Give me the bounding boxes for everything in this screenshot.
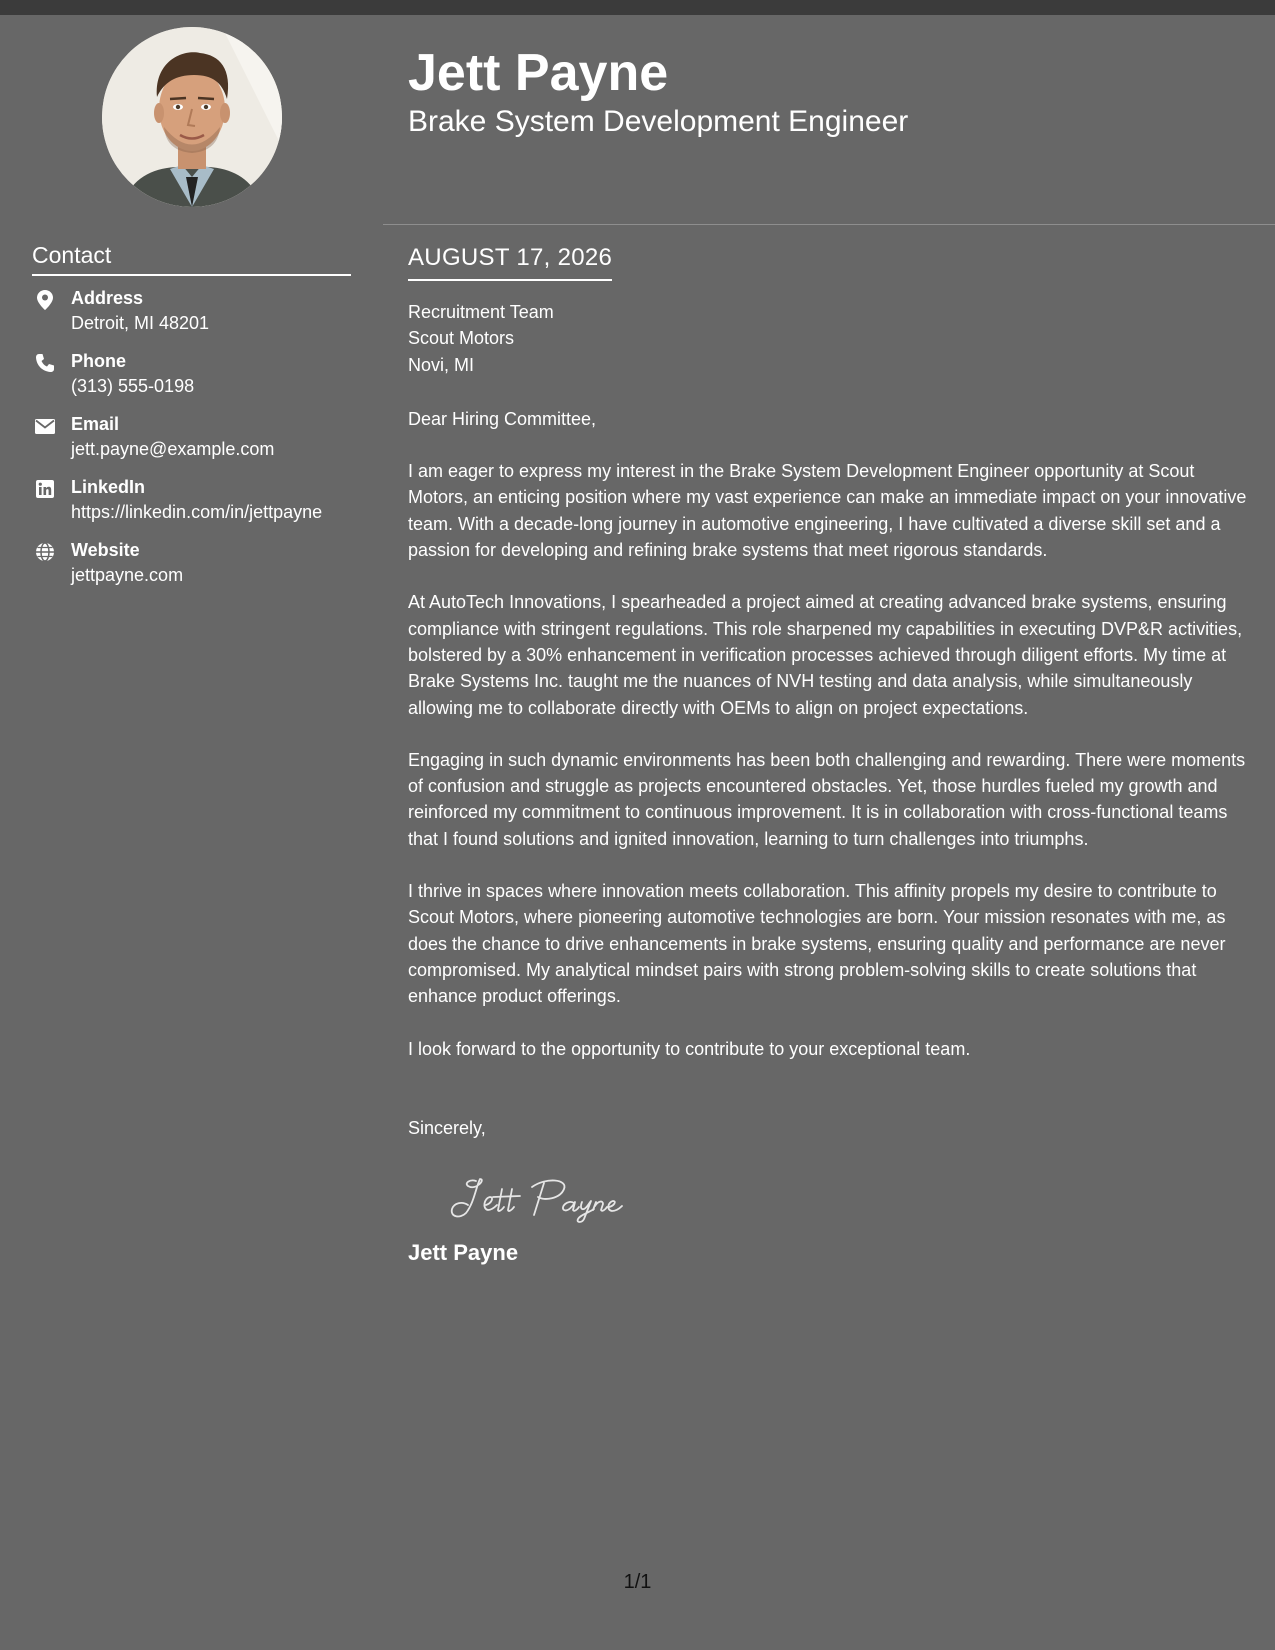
- letter-date: AUGUST 17, 2026: [408, 243, 612, 281]
- applicant-name: Jett Payne: [408, 44, 669, 102]
- handwritten-signature: [446, 1169, 1250, 1227]
- map-pin-icon: [32, 289, 58, 311]
- letter-paragraph: At AutoTech Innovations, I spearheaded a project aimed at creating advanced brake systems, ensuring compliance with stringent regulations. This role sharpened my capabilities in executing DVP&R activities, bolstered by a 30% enhancement in verification processes achieved through diligent efforts. My time at Brake Systems Inc. taught me the nuances of NVH testing and data analysis, while simultaneously allowing me to collaborate directly with OEMs to align on project expectations.: [408, 592, 1243, 718]
- website-link[interactable]: jettpayne.com: [71, 565, 184, 585]
- contact-item-address: [32, 287, 377, 350]
- sidebar: [0, 15, 383, 1650]
- contact-item-email: [32, 413, 377, 476]
- contact-heading: Contact: [32, 241, 351, 276]
- email-link[interactable]: jett.payne@example.com: [71, 439, 275, 459]
- contact-label: LinkedIn: [71, 477, 146, 497]
- top-bar: [0, 0, 1275, 15]
- signer-name: Jett Payne: [408, 1240, 519, 1266]
- avatar: [102, 27, 282, 207]
- globe-icon: [32, 541, 58, 563]
- linkedin-link[interactable]: https://linkedin.com/in/jettpayne: [71, 502, 323, 522]
- address-value: Detroit, MI 48201: [71, 313, 210, 333]
- recipient-block: [408, 299, 1250, 378]
- salutation: Dear Hiring Committee,: [408, 408, 597, 429]
- phone-value: (313) 555-0198: [71, 376, 195, 396]
- contact-label: Email: [71, 414, 120, 434]
- letter-paragraph: I thrive in spaces where innovation meets collaboration. This affinity propels my desire to contribute to Scout Motors, where pioneering automotive technologies are born. Your mission resonates with me, as does the chance to drive enhancements in brake systems, ensuring quality and performance are never compromised. My analytical mindset pairs with strong problem-solving skills to create solutions that enhance product offerings.: [408, 881, 1226, 1007]
- letter-body: [408, 243, 1250, 1267]
- letter-paragraph: I am eager to express my interest in the Brake System Development Engineer opportunity at Scout Motors, an enticing position where my vast experience can make an immediate impact on your innovative team. With a decade-long journey in automotive engineering, I have cultivated a diverse skill set and a passion for developing and refining brake systems that meet rigorous standards.: [408, 461, 1247, 561]
- letter-paragraph: I look forward to the opportunity to contribute to your exceptional team.: [408, 1038, 971, 1059]
- recipient-line: Recruitment Team: [408, 302, 554, 322]
- contact-item-phone: [32, 350, 377, 413]
- contact-label: Website: [71, 540, 140, 560]
- recipient-line: Novi, MI: [408, 354, 475, 375]
- contact-list: [32, 287, 377, 602]
- contact-item-website: [32, 539, 377, 602]
- contact-label: Phone: [71, 351, 127, 371]
- linkedin-icon: [32, 478, 58, 500]
- job-title: Brake System Development Engineer: [408, 105, 909, 138]
- recipient-line: Scout Motors: [408, 328, 515, 349]
- header-divider: [383, 224, 1275, 225]
- phone-icon: [32, 352, 58, 374]
- contact-label: Address: [71, 288, 144, 308]
- page-number: 1/1: [623, 1571, 652, 1593]
- letter-paragraph: Engaging in such dynamic environments has been both challenging and rewarding. There were moments of confusion and struggle as projects encountered obstacles. Yet, those hurdles fueled my growth and reinforced my commitment to continuous improvement. It is in collaboration with cross-functional teams that I found solutions and ignited innovation, learning to turn challenges into triumphs.: [408, 749, 1246, 849]
- contact-item-linkedin: [32, 476, 377, 539]
- envelope-icon: [32, 415, 58, 437]
- closing: Sincerely,: [408, 1117, 486, 1138]
